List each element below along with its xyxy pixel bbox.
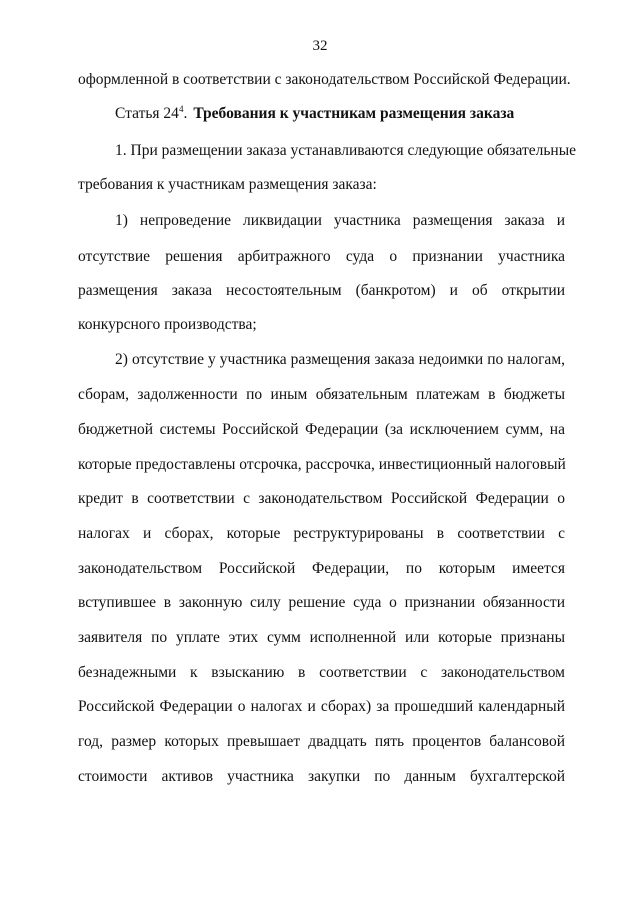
text-line: налогах и сборах, которые реструктурированы в соответствии с [78,525,565,542]
text-line: вступившее в законную силу решение суда о признании обязанности [78,594,565,611]
text-line: Российской Федерации о налогах и сборах) за прошедший календарный [78,698,565,715]
text-line: 1. При размещении заказа устанавливаются следующие обязательные [115,142,576,159]
text-line: отсутствие решения арбитражного суда о признании участника [78,248,565,265]
text-line: которые предоставлены отсрочка, рассрочка, инвестиционный налоговый [78,456,566,473]
text-line: конкурсного производства; [78,316,257,333]
article-superscript: 4 [178,103,184,114]
text-line: сборам, задолженности по иным обязательным платежам в бюджеты [78,386,565,403]
article-heading: Требования к участникам размещения заказа [193,105,515,122]
text-line: год, размер которых превышает двадцать пять процентов балансовой [78,733,565,750]
text-line: 2) отсутствие у участника размещения заказа недоимки по налогам, [115,351,565,368]
text-line: 1) непроведение ликвидации участника размещения заказа и [115,212,565,229]
text-line: стоимости активов участника закупки по данным бухгалтерской [78,768,565,785]
text-line: законодательством Российской Федерации, по которым имеется [78,560,565,577]
text-line: оформленной в соответствии с законодательством Российской Федерации. [78,71,571,88]
article-title [115,104,514,124]
text-line: кредит в соответствии с законодательством Российской Федерации о [78,490,565,507]
text-line: безнадежными к взысканию в соответствии с законодательством [78,664,565,681]
text-line: размещения заказа несостоятельным (банкротом) и об открытии [78,282,565,299]
page-number: 32 [312,38,328,54]
text-line: заявителя по уплате этих сумм исполненной или которые признаны [78,629,565,646]
text-line: бюджетной системы Российской Федерации (за исключением сумм, на [78,421,565,438]
text-line: требования к участникам размещения заказа: [78,176,377,193]
article-number: Статья $24^4$. [115,103,188,122]
